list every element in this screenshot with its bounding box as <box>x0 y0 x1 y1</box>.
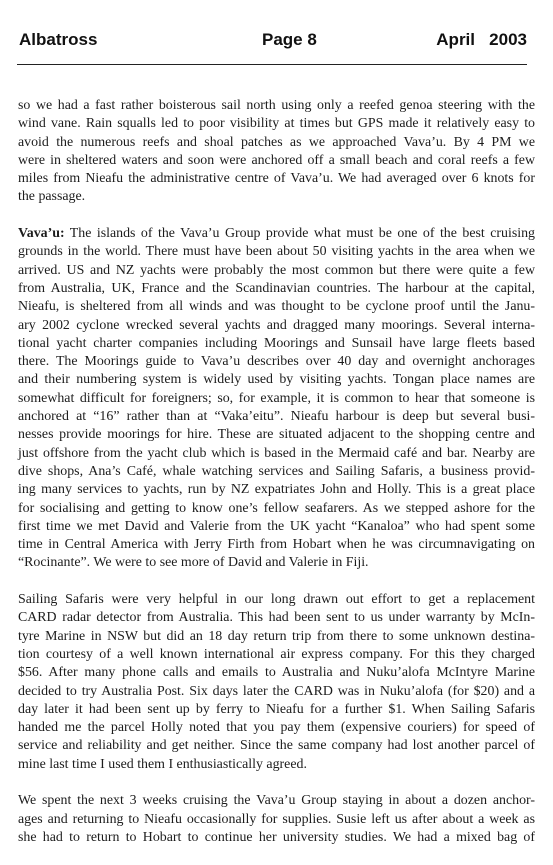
text-line: grounds in the world. There must have been about 50 visiting yachts in the area when we <box>18 244 535 260</box>
header-rule <box>17 64 527 65</box>
text-line: decided to try Australia Post. Six days later the CARD was in Nuku’alofa (for $20) and a <box>18 683 535 699</box>
newsletter-title: Albatross <box>19 30 98 49</box>
text-line: CARD radar detector from Australia. This had been sent to us under warranty by McIn- <box>18 610 535 626</box>
page-header <box>19 30 527 56</box>
text-line: ages and returning to Nieafu occasionally for supplies. Susie left us after about a week as <box>18 811 535 827</box>
text-line: mine last time I used them I enthusiastically agreed. <box>18 756 307 772</box>
text-line: and their numbering system is widely used by visiting yachts. Tongan place names are <box>18 372 535 388</box>
text-line: tion courtesy of a well known international air express company. For this they charged <box>18 646 535 662</box>
text-line: day later it had been sent up by ferry to Nieafu for a further $1. When Sailing Safaris <box>18 701 535 717</box>
text-line: Nieafu, is sheltered from all winds and was thought to be cyclone proof until the Janu- <box>18 299 535 315</box>
paragraph-3 <box>18 591 535 774</box>
text-line: nesses provide moorings for hire. These are situated adjacent to the shopping centre and <box>18 427 535 443</box>
text-line: “Rocinante”. We were to see more of David and Valerie in Fiji. <box>18 555 369 571</box>
text-line: Vava’u: The islands of the Vava’u Group provide what must be one of the best cruising <box>18 226 535 242</box>
text-line: just offshore from the yacht club which is based in the Mermaid café and bar. Nearby are <box>18 445 535 461</box>
paragraph-2 <box>18 225 535 573</box>
issue-date: April 2003 <box>436 30 527 49</box>
text-line: the passage. <box>18 189 86 205</box>
text-line: she had to return to Hobart to continue her university studies. We had a mixed bag of <box>18 829 535 845</box>
text-line: there. The Moorings guide to Vava’u describes over 40 day and overnight anchorages <box>18 354 535 370</box>
text-line: We spent the next 3 weeks cruising the Vava’u Group staying in about a dozen anchor- <box>18 793 535 809</box>
paragraph-1 <box>18 97 535 207</box>
text-line: tyre Marine in NSW but did an 18 day return trip from there to some unknown destina- <box>18 628 535 644</box>
article-body <box>18 97 535 865</box>
page-number: Page 8 <box>262 30 317 49</box>
text-line: avoid the numerous reefs and shoal patches as we approached Vava’u. By 4 PM we <box>18 134 535 150</box>
text-line: first time we met David and Valerie from the UK yacht “Kanaloa” who had spent some <box>18 518 535 534</box>
text-line: handed me the parcel Holly noted that you pay them (expensive couriers) for speed of <box>18 720 535 736</box>
text-line: Sailing Safaris were very helpful in our long drawn out effort to get a replacement <box>18 592 535 608</box>
text-line: ary 2002 cyclone wrecked several yachts and dragged many moorings. Several interna- <box>18 317 535 333</box>
text-line: miles from Nieafu the administrative centre of Vava’u. We had averaged over 6 knots for <box>18 171 535 187</box>
text-line: wind vane. Rain squalls led to poor visibility at times but GPS made it relatively easy to <box>18 116 535 132</box>
text-line: from Australia, UK, France and the Scandinavian countries. The harbour at the capital, <box>18 280 535 296</box>
text-line: arrived. US and NZ yachts were probably the most common but there were quite a few <box>18 262 535 278</box>
text-line: $56. After many phone calls and emails to Australia and Nuku’alofa McIntyre Marine <box>18 665 535 681</box>
text-line: service and reliability and get neither. Since the same company had lost another parcel of <box>18 738 535 754</box>
text-line: ing many services to yachts, run by NZ expatriates John and Holly. This is a great place <box>18 482 535 498</box>
text-line: so we had a fast rather boisterous sail north using only a reefed genoa steering with the <box>18 98 535 113</box>
text-line: were in sheltered waters and soon were anchored off a small beach and coral reefs a few <box>18 152 535 168</box>
text-line: anchored at “16” rather than at “Vaka’eitu”. Nieafu harbour is deep but several busi- <box>18 409 535 425</box>
section-lead: Vava’u: <box>18 226 65 242</box>
text-line: dive shops, Ana’s Café, whale watching services and Sailing Safaris, a business provid- <box>18 463 535 479</box>
text-line: somewhat difficult for foreigners; so, for example, it is common to hear that someone is <box>18 390 535 406</box>
text-line: time in Central America with Jerry Firth from Hobart when he was circumnavigating on <box>18 537 535 553</box>
paragraph-4 <box>18 792 535 847</box>
text-line: for socialising and getting to know one’s fellow seafarers. As we stepped ashore for the <box>18 500 535 516</box>
text-line: tional yacht charter companies including Moorings and Sunsail have large fleets based <box>18 335 535 351</box>
